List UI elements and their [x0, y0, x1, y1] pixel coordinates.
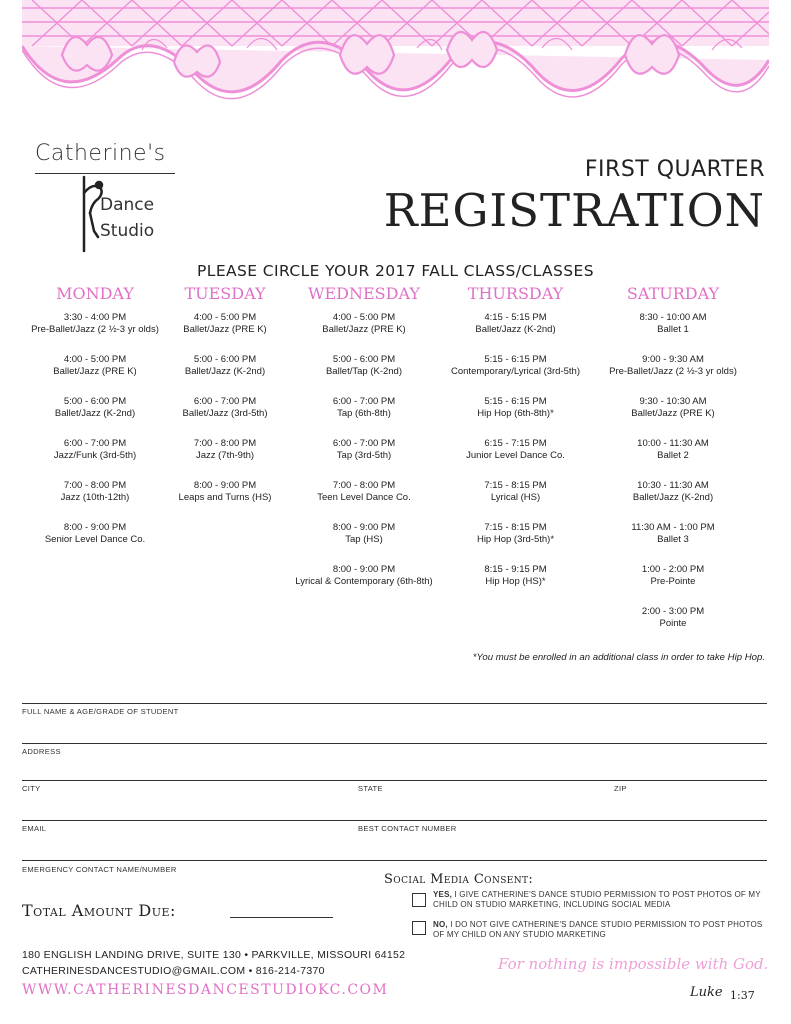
class-slot[interactable]: [30, 522, 160, 546]
consent-title: Social Media Consent:: [384, 872, 534, 887]
class-name: Ballet/Jazz (K-2nd): [475, 324, 556, 335]
class-time: 5:00 - 6:00 PM: [63, 396, 127, 407]
lace-border-decoration: [22, 0, 769, 120]
full-name-field[interactable]: [22, 703, 767, 704]
hip-hop-note: *You must be enrolled in an additional class in order to take Hip Hop.: [472, 652, 765, 663]
class-slot[interactable]: [170, 396, 280, 420]
class-time: 8:00 - 9:00 PM: [332, 522, 396, 533]
class-slot[interactable]: [603, 480, 743, 504]
class-time: 7:15 - 8:15 PM: [484, 480, 547, 491]
class-slot[interactable]: [170, 312, 280, 336]
class-name: Junior Level Dance Co.: [466, 450, 565, 461]
class-name: Pointe: [659, 618, 687, 629]
class-slot[interactable]: [448, 564, 583, 588]
address-field[interactable]: [22, 743, 767, 744]
state-label: STATE: [358, 784, 383, 793]
saturday-column: [603, 312, 743, 648]
class-slot[interactable]: [448, 312, 583, 336]
class-slot[interactable]: [30, 480, 160, 504]
class-name: Ballet/Jazz (K-2nd): [54, 408, 136, 419]
studio-address: 180 ENGLISH LANDING DRIVE, SUITE 130 • PARKVILLE, MISSOURI 64152: [22, 949, 406, 961]
day-heading-saturday: SATURDAY: [626, 284, 720, 303]
class-name: Ballet 2: [657, 450, 689, 461]
class-name: Hip Hop (3rd-5th)*: [476, 534, 555, 545]
consent-no-text: [433, 920, 763, 940]
class-time: 4:15 - 5:15 PM: [484, 312, 547, 323]
logo-name: Catherine's: [35, 141, 166, 166]
class-time: 5:15 - 6:15 PM: [484, 396, 547, 407]
class-slot[interactable]: [30, 312, 160, 336]
city-state-zip-field[interactable]: [22, 780, 767, 781]
class-time: 8:00 - 9:00 PM: [63, 522, 127, 533]
emergency-contact-label: EMERGENCY CONTACT NAME/NUMBER: [22, 865, 177, 874]
class-time: 6:00 - 7:00 PM: [63, 438, 127, 449]
class-time: 6:00 - 7:00 PM: [193, 396, 257, 407]
class-name: Ballet 3: [657, 534, 689, 545]
schedule-instruction: PLEASE CIRCLE YOUR 2017 FALL CLASS/CLASSES: [197, 262, 594, 280]
studio-logo: [30, 133, 190, 253]
class-slot[interactable]: [294, 522, 434, 546]
class-slot[interactable]: [448, 354, 583, 378]
total-amount-label: Total Amount Due:: [22, 901, 176, 920]
class-name: Ballet/Jazz (PRE K): [53, 366, 137, 377]
page-subtitle: FIRST QUARTER: [584, 157, 765, 182]
class-slot[interactable]: [294, 438, 434, 462]
class-time: 6:00 - 7:00 PM: [332, 438, 396, 449]
class-slot[interactable]: [448, 396, 583, 420]
consent-no-checkbox[interactable]: [412, 921, 426, 935]
consent-yes-body: I GIVE CATHERINE'S DANCE STUDIO PERMISSION TO POST PHOTOS OF MY CHILD ON STUDIO MARKETING, INCLUDING SOCIAL MEDIA: [433, 890, 761, 909]
class-name: Hip Hop (HS)*: [485, 576, 546, 587]
scripture-book: Luke: [690, 985, 723, 1000]
class-time: 6:00 - 7:00 PM: [332, 396, 396, 407]
consent-no-body: I DO NOT GIVE CATHERINE'S DANCE STUDIO PERMISSION TO POST PHOTOS OF MY CHILD ON ANY STUDIO MARKETING: [433, 920, 763, 939]
class-slot[interactable]: [294, 480, 434, 504]
class-time: 6:15 - 7:15 PM: [484, 438, 547, 449]
class-slot[interactable]: [603, 522, 743, 546]
email-label: EMAIL: [22, 824, 47, 833]
class-name: Tap (HS): [345, 534, 383, 545]
class-slot[interactable]: [448, 438, 583, 462]
class-slot[interactable]: [30, 354, 160, 378]
class-name: Jazz (10th-12th): [60, 492, 130, 503]
studio-website-link[interactable]: WWW.CATHERINESDANCESTUDIOKC.COM: [22, 982, 389, 998]
day-heading-monday: MONDAY: [56, 284, 134, 303]
class-slot[interactable]: [448, 480, 583, 504]
class-name: Ballet/Tap (K-2nd): [325, 366, 403, 377]
class-name: Teen Level Dance Co.: [317, 492, 411, 503]
class-name: Tap (3rd-5th): [336, 450, 392, 461]
consent-yes-bold: YES,: [433, 890, 453, 899]
class-slot[interactable]: [603, 438, 743, 462]
class-name: Hip Hop (6th-8th)*: [477, 408, 554, 419]
wednesday-column: [294, 312, 434, 606]
class-name: Ballet/Jazz (K-2nd): [632, 492, 714, 503]
monday-column: [30, 312, 160, 564]
class-name: Senior Level Dance Co.: [44, 534, 146, 545]
class-slot[interactable]: [294, 354, 434, 378]
class-name: Jazz/Funk (3rd-5th): [53, 450, 137, 461]
class-time: 5:15 - 6:15 PM: [484, 354, 547, 365]
consent-no-bold: NO,: [433, 920, 448, 929]
consent-yes-text: [433, 890, 763, 910]
class-time: 8:00 - 9:00 PM: [332, 564, 396, 575]
logo-dance: Dance: [100, 195, 155, 215]
class-time: 4:00 - 5:00 PM: [63, 354, 127, 365]
class-time: 7:00 - 8:00 PM: [63, 480, 127, 491]
class-time: 4:00 - 5:00 PM: [193, 312, 257, 323]
class-name: Pre-Pointe: [650, 576, 696, 587]
total-amount-field[interactable]: [230, 917, 333, 918]
class-time: 5:00 - 6:00 PM: [332, 354, 396, 365]
class-name: Jazz (7th-9th): [195, 450, 255, 461]
consent-yes-checkbox[interactable]: [412, 893, 426, 907]
day-heading-thursday: THURSDAY: [467, 284, 564, 303]
class-time: 9:00 - 9:30 AM: [642, 354, 704, 365]
class-time: 2:00 - 3:00 PM: [641, 606, 705, 617]
class-slot[interactable]: [603, 396, 743, 420]
studio-contact: CATHERINESDANCESTUDIO@GMAIL.COM • 816-214-7370: [22, 965, 325, 977]
class-name: Ballet 1: [657, 324, 689, 335]
class-slot[interactable]: [603, 564, 743, 588]
class-slot[interactable]: [603, 354, 743, 378]
class-name: Ballet/Jazz (PRE K): [322, 324, 406, 335]
full-name-label: FULL NAME & AGE/GRADE OF STUDENT: [22, 707, 179, 716]
address-label: ADDRESS: [22, 747, 61, 756]
class-slot[interactable]: [30, 438, 160, 462]
class-name: Pre-Ballet/Jazz (2 ½-3 yr olds): [609, 366, 737, 377]
class-slot[interactable]: [603, 312, 743, 336]
class-name: Contemporary/Lyrical (3rd-5th): [451, 366, 580, 377]
class-name: Ballet/Jazz (K-2nd): [184, 366, 266, 377]
day-heading-wednesday: WEDNESDAY: [308, 284, 420, 303]
class-time: 1:00 - 2:00 PM: [641, 564, 705, 575]
class-time: 7:00 - 8:00 PM: [193, 438, 257, 449]
class-name: Lyrical (HS): [490, 492, 541, 503]
class-time: 5:00 - 6:00 PM: [193, 354, 257, 365]
class-name: Ballet/Jazz (PRE K): [631, 408, 715, 419]
scripture-verse: For nothing is impossible with God.: [498, 955, 769, 973]
page-title: REGISTRATION: [383, 184, 765, 237]
class-time: 7:00 - 8:00 PM: [332, 480, 396, 491]
class-time: 8:15 - 9:15 PM: [484, 564, 547, 575]
class-time: 10:30 - 11:30 AM: [637, 480, 709, 491]
class-time: 7:15 - 8:15 PM: [484, 522, 547, 533]
emergency-contact-field[interactable]: [22, 860, 767, 861]
class-slot[interactable]: [294, 564, 434, 588]
day-heading-tuesday: TUESDAY: [184, 284, 266, 303]
tuesday-column: [170, 312, 280, 522]
scripture-reference: 1:37: [730, 989, 755, 1002]
city-label: CITY: [22, 784, 41, 793]
class-time: 11:30 AM - 1:00 PM: [631, 522, 715, 533]
class-slot[interactable]: [294, 312, 434, 336]
class-name: Leaps and Turns (HS): [178, 492, 272, 503]
class-name: Pre-Ballet/Jazz (2 ½-3 yr olds): [31, 324, 159, 335]
class-time: 9:30 - 10:30 AM: [639, 396, 707, 407]
logo-studio: Studio: [100, 221, 155, 241]
class-time: 3:30 - 4:00 PM: [63, 312, 127, 323]
class-time: 10:00 - 11:30 AM: [637, 438, 709, 449]
class-name: Ballet/Jazz (PRE K): [183, 324, 267, 335]
email-contact-field[interactable]: [22, 820, 767, 821]
class-name: Tap (6th-8th): [337, 408, 391, 419]
class-time: 8:00 - 9:00 PM: [193, 480, 257, 491]
class-slot[interactable]: [448, 522, 583, 546]
class-slot[interactable]: [170, 438, 280, 462]
class-time: 4:00 - 5:00 PM: [332, 312, 396, 323]
zip-label: ZIP: [614, 784, 627, 793]
class-time: 8:30 - 10:00 AM: [639, 312, 707, 323]
thursday-column: [448, 312, 583, 606]
class-slot[interactable]: [170, 480, 280, 504]
class-slot[interactable]: [30, 396, 160, 420]
class-slot[interactable]: [603, 606, 743, 630]
class-name: Lyrical & Contemporary (6th-8th): [295, 576, 433, 587]
best-contact-label: BEST CONTACT NUMBER: [358, 824, 457, 833]
class-slot[interactable]: [170, 354, 280, 378]
class-name: Ballet/Jazz (3rd-5th): [182, 408, 268, 419]
class-slot[interactable]: [294, 396, 434, 420]
